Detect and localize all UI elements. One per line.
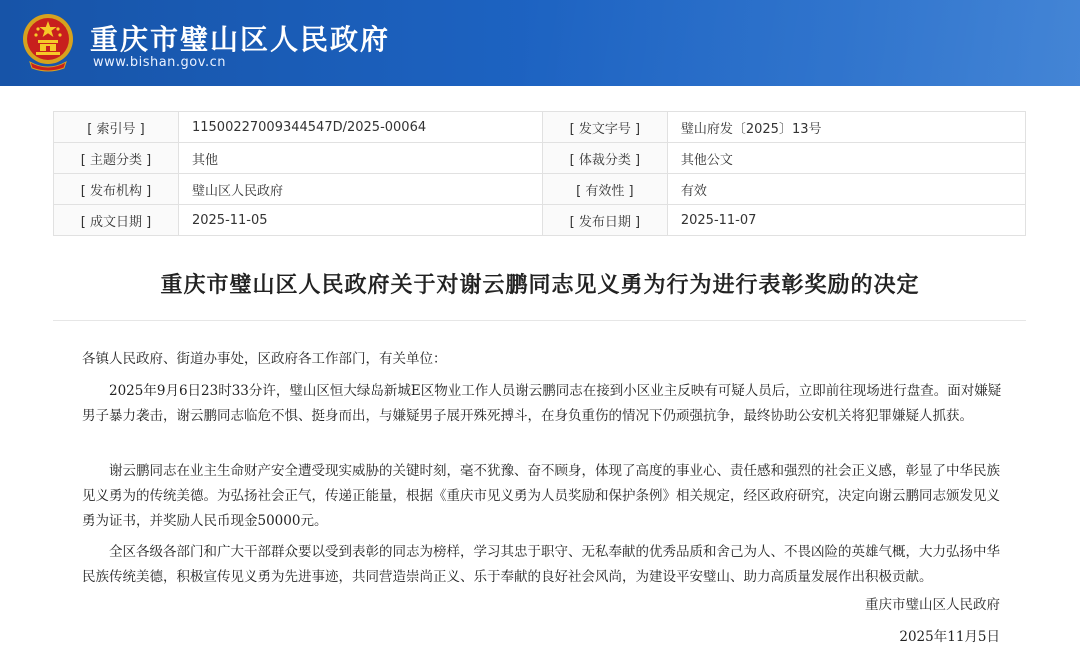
signature-date: 2025年11月5日 xyxy=(899,629,1000,645)
table-row xyxy=(54,143,1026,174)
meta-key-publish-date: [ 发布日期 ] xyxy=(542,205,667,236)
meta-value-topic: 其他 xyxy=(178,143,542,174)
meta-value-publish-date: 2025-11-07 xyxy=(667,205,1025,236)
document-title: 重庆市璧山区人民政府关于对谢云鹏同志见义勇为行为进行表彰奖励的决定 xyxy=(160,273,920,298)
meta-key-topic: [ 主题分类 ] xyxy=(54,143,179,174)
body-paragraph-1: 2025年9月6日23时33分许，璧山区恒大绿岛新城E区物业工作人员谢云鹏同志在接到小区业主反映有可疑人员后，立即前往现场进行盘查。面对嫌疑男子暴力袭击，谢云鹏同志临危不惧、挺身而出，与嫌疑男子展开殊死搏斗，在身负重伤的情况下仍顽强抗争，最终协助公安机关将犯罪嫌疑人抓获。 xyxy=(82,383,1002,424)
meta-value-genre: 其他公文 xyxy=(667,143,1025,174)
meta-key-genre: [ 体裁分类 ] xyxy=(542,143,667,174)
site-url[interactable]: www.bishan.gov.cn xyxy=(93,55,226,70)
meta-key-validity: [ 有效性 ] xyxy=(542,174,667,205)
meta-value-written-date: 2025-11-05 xyxy=(178,205,542,236)
signature-organization: 重庆市璧山区人民政府 xyxy=(865,597,1000,613)
site-header xyxy=(0,0,1080,86)
table-row xyxy=(54,174,1026,205)
meta-value-publisher: 璧山区人民政府 xyxy=(178,174,542,205)
site-title[interactable]: 重庆市璧山区人民政府 xyxy=(90,23,391,56)
body-paragraph-2: 谢云鹏同志在业主生命财产安全遭受现实威胁的关键时刻，毫不犹豫、奋不顾身，体现了高度的事业心、责任感和强烈的社会正义感，彰显了中华民族见义勇为的传统美德。为弘扬社会正气，传递正能量，根据《重庆市见义勇为人员奖励和保护条例》相关规定，经区政府研究，决定向谢云鹏同志颁发见义勇为证书，并奖励人民币现金50000元。 xyxy=(82,463,1000,529)
national-emblem-icon[interactable] xyxy=(20,12,76,74)
body-paragraph-3: 全区各级各部门和广大干部群众要以受到表彰的同志为榜样，学习其忠于职守、无私奉献的优秀品质和舍己为人、不畏凶险的英雄气概，大力弘扬中华民族传统美德，积极宣传见义勇为先进事迹，共同营造崇尚正义、乐于奉献的良好社会风尚，为建设平安璧山、助力高质量发展作出积极贡献。 xyxy=(82,544,1000,585)
document-metadata-table xyxy=(53,111,1026,236)
meta-value-doc-number: 璧山府发〔2025〕13号 xyxy=(667,112,1025,143)
table-row xyxy=(54,112,1026,143)
meta-key-written-date: [ 成文日期 ] xyxy=(54,205,179,236)
meta-value-validity: 有效 xyxy=(667,174,1025,205)
meta-key-doc-number: [ 发文字号 ] xyxy=(542,112,667,143)
meta-key-index: [ 索引号 ] xyxy=(54,112,179,143)
header-decoration xyxy=(520,0,1080,86)
salutation: 各镇人民政府、街道办事处，区政府各工作部门，有关单位： xyxy=(82,351,447,367)
table-row xyxy=(54,205,1026,236)
meta-value-index: 11500227009344547D/2025-00064 xyxy=(178,112,542,143)
title-divider xyxy=(53,320,1026,321)
meta-key-publisher: [ 发布机构 ] xyxy=(54,174,179,205)
